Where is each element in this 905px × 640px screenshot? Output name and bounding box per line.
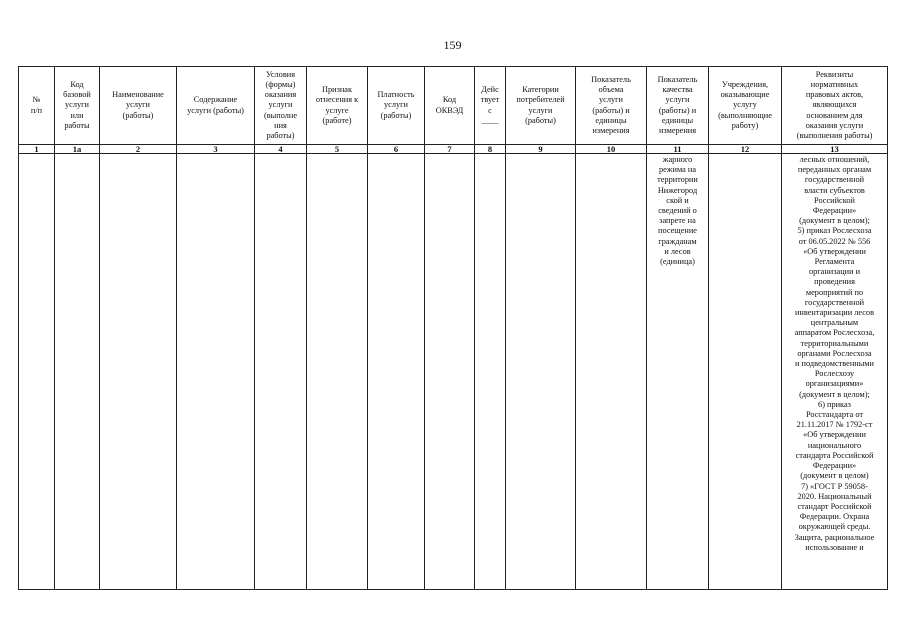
- table-cell: [100, 154, 177, 590]
- table-cell: [576, 154, 647, 590]
- column-number: 5: [307, 145, 368, 154]
- column-header: Условия (формы) оказания услуги (выполне ния работы): [255, 67, 307, 145]
- table-cell: [506, 154, 576, 590]
- column-header: № п/п: [19, 67, 55, 145]
- quality-indicator-cell: жарного режима на территории Нижегород ской и сведений о запрете на посещение гражданам и лесов (единица): [647, 154, 709, 590]
- table-cell: [55, 154, 100, 590]
- page-number: 159: [443, 38, 462, 52]
- column-header: Учреждения, оказывающие услугу (выполняющие работу): [709, 67, 782, 145]
- column-header: Дейс твует с ____: [475, 67, 506, 145]
- services-register-table: [18, 66, 888, 590]
- table-row: [19, 154, 888, 590]
- column-number: 1а: [55, 145, 100, 154]
- table-cell: [475, 154, 506, 590]
- column-header: Содержание услуги (работы): [177, 67, 255, 145]
- column-header: Наименование услуги (работы): [100, 67, 177, 145]
- legal-acts-cell: лесных отношений, переданных органам государственной власти субъектов Российской Федерации» (документ в целом); 5) приказ Рослесхоза от 06.05.2022 № 556 «Об утверждении Регламента организации и проведения мероприятий по государственной инвентаризации лесов центральным аппаратом Рослесхоза, территориальными органами Рослесхоза и подведомственными Рослесхозу организациями» (документ в целом); 6) приказ Росстандарта от 21.11.2017 № 1792-ст «Об утверждении национального стандарта Российской Федерации» (документ в целом) 7) «ГОСТ Р 59058- 2020. Национальный стандарт Российской Федерации. Охрана окружающей среды. Защита, рациональное использование и: [782, 154, 888, 590]
- column-number: 9: [506, 145, 576, 154]
- table-cell: [709, 154, 782, 590]
- column-number: 3: [177, 145, 255, 154]
- table-cell: [307, 154, 368, 590]
- column-header: Код ОКВЭД: [425, 67, 475, 145]
- column-number: 2: [100, 145, 177, 154]
- column-number: 4: [255, 145, 307, 154]
- column-header: Реквизиты нормативных правовых актов, являющихся основанием для оказания услуги (выполнения работы): [782, 67, 888, 145]
- column-header: Платность услуги (работы): [368, 67, 425, 145]
- column-number: 6: [368, 145, 425, 154]
- column-header: Показатель объема услуги (работы) и единицы измерения: [576, 67, 647, 145]
- column-number: 11: [647, 145, 709, 154]
- column-header: Показатель качества услуги (работы) и единицы измерения: [647, 67, 709, 145]
- table-cell: [425, 154, 475, 590]
- table-cell: [255, 154, 307, 590]
- column-number-row: [19, 145, 888, 154]
- table-cell: [177, 154, 255, 590]
- column-number: 13: [782, 145, 888, 154]
- column-number: 8: [475, 145, 506, 154]
- column-header: Код базовой услуги или работы: [55, 67, 100, 145]
- column-number: 7: [425, 145, 475, 154]
- table-cell: [368, 154, 425, 590]
- column-number: 1: [19, 145, 55, 154]
- header-row: [19, 67, 888, 145]
- column-header: Признак отнесения к услуге (работе): [307, 67, 368, 145]
- column-header: Категории потребителей услуги (работы): [506, 67, 576, 145]
- table-cell: [19, 154, 55, 590]
- column-number: 10: [576, 145, 647, 154]
- column-number: 12: [709, 145, 782, 154]
